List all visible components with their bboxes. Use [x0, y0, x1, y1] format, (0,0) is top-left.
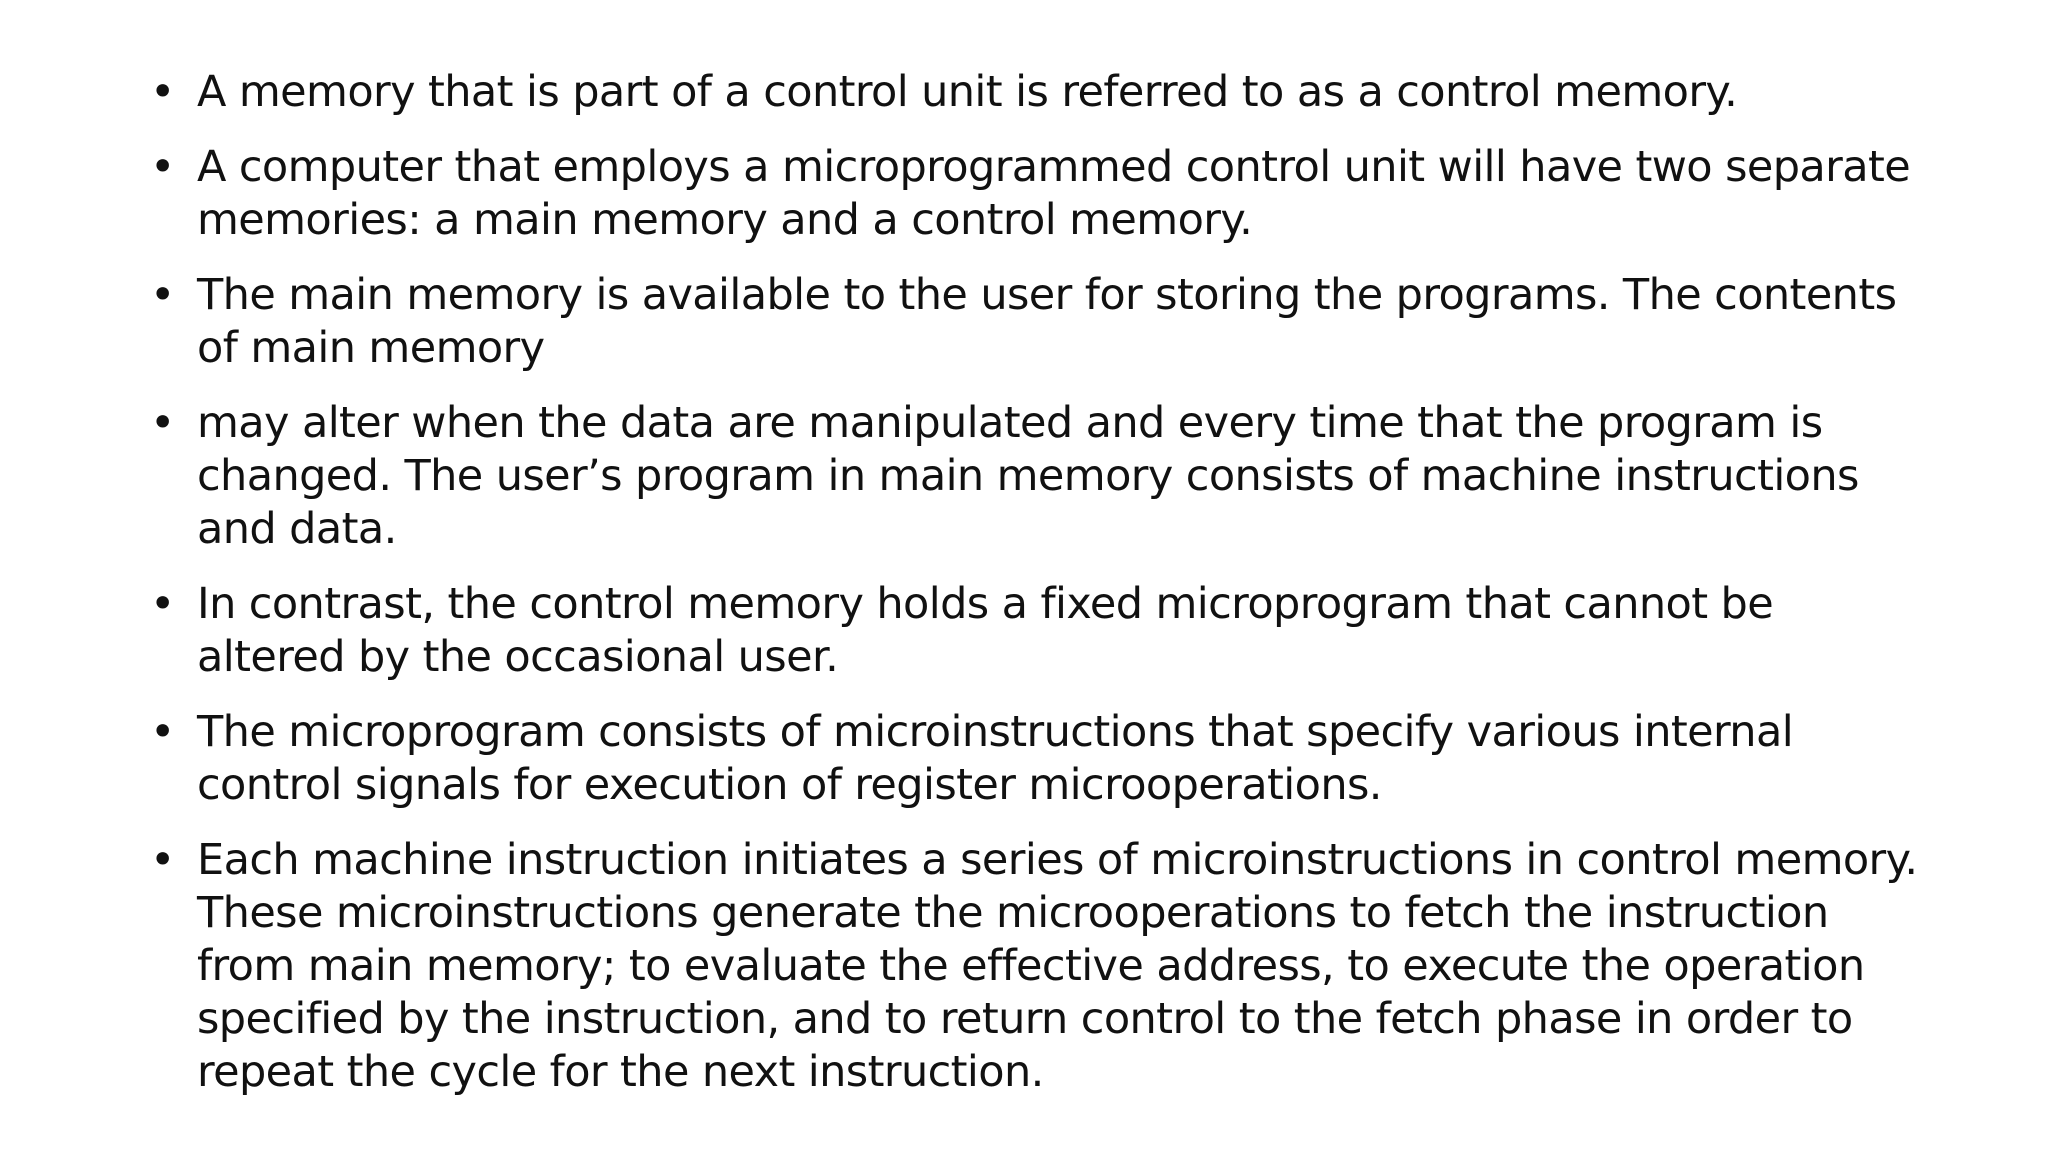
- bullet-dot: •: [150, 270, 175, 320]
- bullet-list: [150, 66, 1920, 1121]
- bullet-dot: •: [150, 67, 175, 117]
- bullet-text: A computer that employs a microprogrammed control unit will have two separate memories: a main memory and a control memory.: [197, 142, 1911, 245]
- bullet-item: [150, 397, 1920, 556]
- bullet-item: [150, 834, 1920, 1099]
- bullet-dot: •: [150, 835, 175, 885]
- bullet-text: Each machine instruction initiates a series of microinstructions in control memory. These microinstructions generate the microoperations to fetch the instruction from main memory; to evaluate the effective address, to execute the operation specified by the instruction, and to return control to the fetch phase in order to repeat the cycle for the next instruction.: [197, 835, 1918, 1097]
- bullet-text: may alter when the data are manipulated and every time that the program is changed. The user’s program in main memory consists of machine instructions and data.: [197, 398, 1859, 554]
- bullet-item: [150, 269, 1920, 375]
- bullet-item: [150, 578, 1920, 684]
- bullet-item: [150, 706, 1920, 812]
- bullet-item: [150, 66, 1920, 119]
- bullet-dot: •: [150, 707, 175, 757]
- bullet-text: The microprogram consists of microinstructions that specify various internal control signals for execution of register microoperations.: [197, 707, 1794, 810]
- bullet-item: [150, 141, 1920, 247]
- bullet-dot: •: [150, 142, 175, 192]
- bullet-dot: •: [150, 579, 175, 629]
- bullet-text: A memory that is part of a control unit is referred to as a control memory.: [197, 67, 1738, 117]
- bullet-text: In contrast, the control memory holds a fixed microprogram that cannot be altered by the occasional user.: [197, 579, 1774, 682]
- bullet-text: The main memory is available to the user for storing the programs. The contents of main memory: [197, 270, 1897, 373]
- bullet-dot: •: [150, 398, 175, 448]
